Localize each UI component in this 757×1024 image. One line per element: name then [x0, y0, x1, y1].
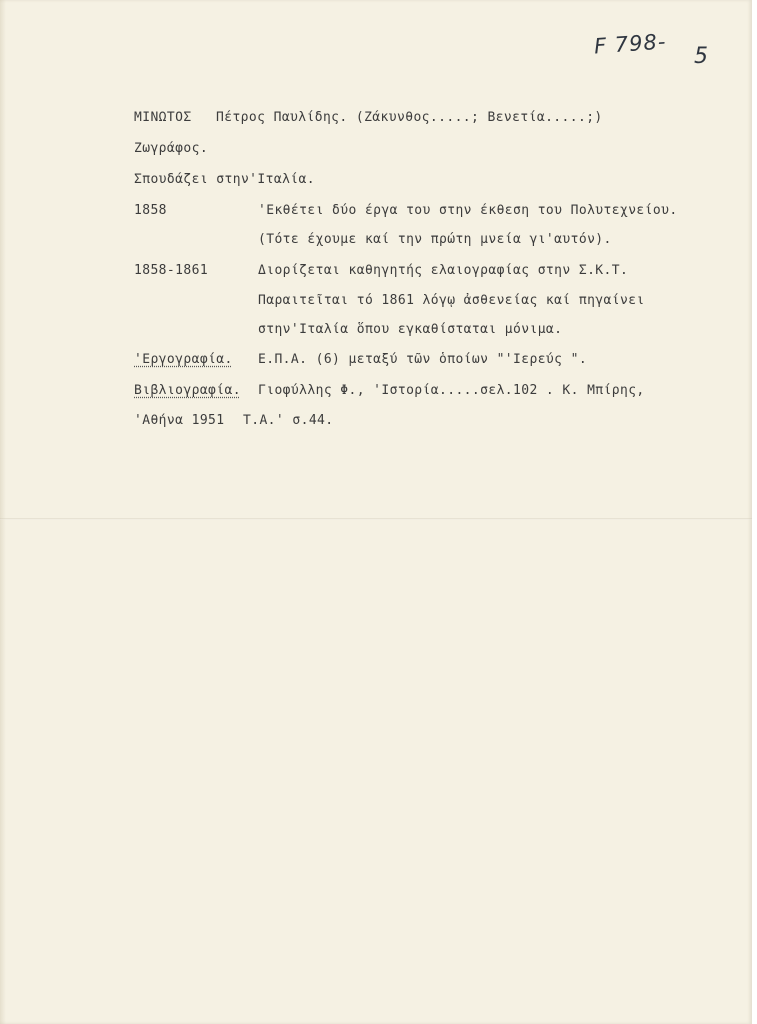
entry-text-line: 'Εκθέτει δύο έργα του στην έκθεση του Πολυτεχνείου. [258, 203, 678, 218]
entry-text-line: Διορίζεται καθηγητής ελαιογραφίας στην Σ.Κ.Τ. [258, 263, 629, 278]
bibliography-place: 'Αθήνα 1951 [134, 413, 225, 428]
profession-line: Ζωγράφος. [134, 141, 209, 156]
bibliography-continuation: Τ.Α.' σ.44. [243, 413, 334, 428]
entry-text-line: Παραιτεῖται τό 1861 λόγῳ ἀσθενείας καί πηγαίνει [258, 293, 645, 308]
works-text: Ε.Π.Α. (6) μεταξύ τῶν ὁποίων "'Ιερεύς ". [258, 352, 588, 367]
bibliography-text: Γιοφύλλης Φ., 'Ιστορία.....σελ.102 . Κ. Μπίρης, [258, 383, 645, 398]
header-surname: ΜΙΝΩΤΟΣ [134, 110, 192, 125]
paper-fold [0, 518, 752, 520]
works-label: 'Εργογραφία. [134, 352, 233, 367]
studies-line: Σπουδάζει στην'Ιταλία. [134, 172, 315, 187]
handwritten-page-number: 5 [694, 44, 709, 69]
entry-text-line: στην'Ιταλία ὅπου εγκαθίσταται μόνιμα. [258, 322, 563, 337]
bibliography-label: Βιβλιογραφία. [134, 383, 241, 398]
paper-edge [0, 0, 6, 1024]
header-name-places: Πέτρος Παυλίδης. (Ζάκυνθος.....; Βενετία.....;) [216, 110, 603, 125]
handwritten-catalog-code: F 798- [593, 29, 668, 59]
entry-date: 1858-1861 [134, 263, 209, 278]
entry-text-line: (Τότε έχουμε καί την πρώτη μνεία γι'αυτόν). [258, 232, 612, 247]
entry-date: 1858 [134, 203, 167, 218]
